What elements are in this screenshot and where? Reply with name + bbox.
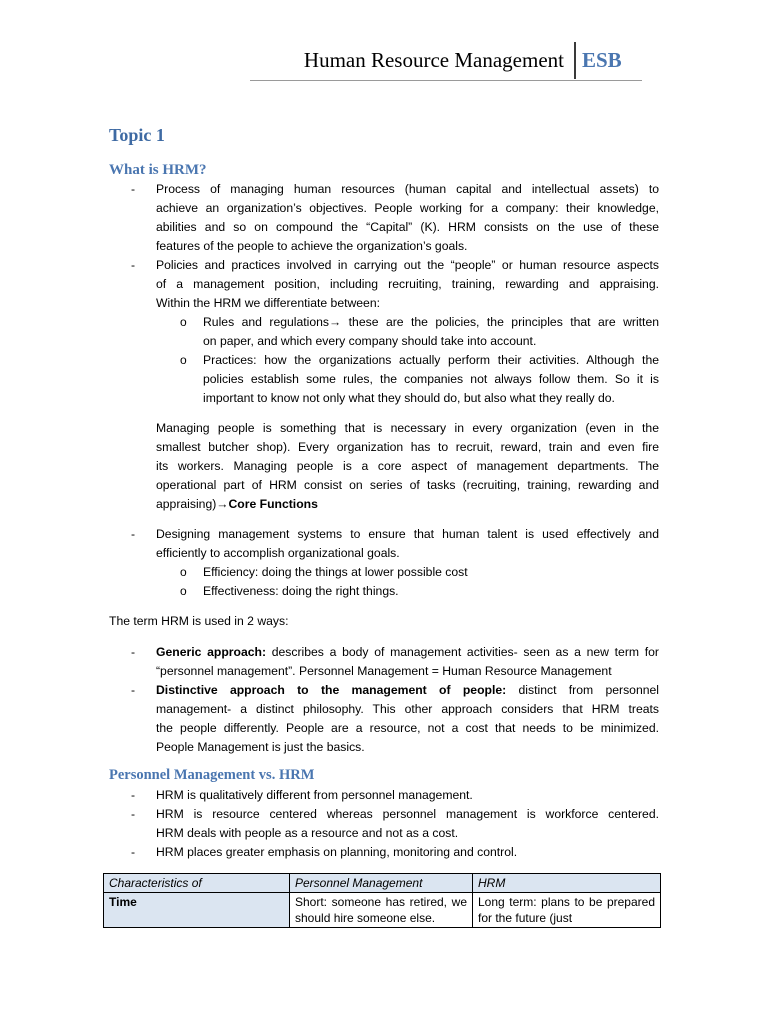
- header-cell-personnel: Personnel Management: [290, 874, 473, 893]
- dash-bullet: -: [131, 645, 136, 659]
- dash-bullet: -: [131, 258, 136, 272]
- text-line: operational part of HRM consist on series of tasks (recruiting, training, rewarding and: [156, 478, 659, 492]
- text-line: of a management position, including recruiting, training, rewarding and appraising.: [156, 277, 659, 291]
- distinctive-approach-label: Distinctive approach to the management of people:: [156, 683, 507, 697]
- cell-hrm-time: Long term: plans to be prepared for the future (just: [473, 893, 661, 928]
- text-line: People Management is just the basics.: [156, 740, 365, 754]
- dash-bullet: -: [131, 683, 136, 697]
- text-line: Process of managing human resources (human capital and intellectual assets) to: [156, 182, 659, 196]
- page-header: [250, 42, 642, 81]
- text-line: policies establish some rules, the companies not always follow them. So it is: [203, 372, 659, 386]
- generic-approach-item: [156, 643, 659, 681]
- dash-bullet: -: [131, 182, 136, 196]
- text-line: [156, 643, 659, 662]
- pm-vs-hrm-heading: Personnel Management vs. HRM: [109, 767, 315, 783]
- efficiency-subitem: Efficiency: doing the things at lower possible cost: [203, 565, 468, 579]
- row-label-time: Time: [104, 893, 290, 928]
- core-functions-label: Core Functions: [228, 497, 318, 511]
- what-is-hrm-heading: What is HRM?: [109, 162, 207, 178]
- generic-approach-label: Generic approach:: [156, 645, 267, 659]
- text-line: [156, 681, 659, 700]
- text-line: important to know not only what they should do, but also what they really do.: [203, 391, 615, 405]
- planning-item: HRM places greater emphasis on planning, monitoring and control.: [156, 845, 518, 859]
- circle-bullet: o: [180, 584, 187, 598]
- header-cell-hrm: HRM: [473, 874, 661, 893]
- circle-bullet: o: [180, 315, 187, 329]
- designing-systems-item: [156, 525, 659, 563]
- dash-bullet: -: [131, 807, 136, 821]
- text-line: the people differently. People are a resource, not a cost that needs to be minimized.: [156, 721, 659, 735]
- text-line: HRM deals with people as a resource and not as a cost.: [156, 826, 459, 840]
- dash-bullet: -: [131, 845, 136, 859]
- text-line: Within the HRM we differentiate between:: [156, 296, 380, 310]
- text-line: Rules and regulations→ these are the policies, the principles that are written: [203, 315, 659, 329]
- text-line: smallest butcher shop). Every organization has to recruit, reward, train and even fire: [156, 440, 659, 454]
- distinctive-approach-item: [156, 681, 659, 757]
- header-title: Human Resource Management: [303, 48, 564, 72]
- effectiveness-subitem: Effectiveness: doing the right things.: [203, 584, 399, 598]
- dash-bullet: -: [131, 788, 136, 802]
- table-header-row: [104, 874, 661, 893]
- header-cell-characteristics: Characteristics of: [104, 874, 290, 893]
- text-line: efficiently to accomplish organizational goals.: [156, 546, 400, 560]
- text-line: management- a distinct philosophy. This other approach considers that HRM treats: [156, 702, 659, 716]
- practices-subitem: [203, 351, 659, 408]
- managing-people-paragraph: [156, 419, 659, 514]
- circle-bullet: o: [180, 565, 187, 579]
- text-line: Designing management systems to ensure that human talent is used effectively and: [156, 527, 659, 541]
- header-brand: ESB: [582, 48, 622, 72]
- text-line: achieve an organization’s objectives. People working for a company: their knowledge,: [156, 201, 659, 215]
- dash-bullet: -: [131, 527, 136, 541]
- resource-centered-item: [156, 805, 659, 843]
- text-line: its workers. Managing people is a core aspect of management departments. The: [156, 459, 659, 473]
- cell-pm-time: Short: someone has retired, we should hire someone else.: [290, 893, 473, 928]
- header-separator: [574, 42, 576, 79]
- text-line: Practices: how the organizations actually perform their activities. Although the: [203, 353, 659, 367]
- text-line: [156, 495, 659, 514]
- text-line: HRM is resource centered whereas personnel management is workforce centered.: [156, 807, 659, 821]
- text-line: on paper, and which every company should take into account.: [203, 334, 537, 348]
- text-line: “personnel management”. Personnel Management = Human Resource Management: [156, 664, 612, 678]
- comparison-table: [103, 873, 661, 928]
- circle-bullet: o: [180, 353, 187, 367]
- table-row: [104, 893, 661, 928]
- generic-approach-text: describes a body of management activities- seen as a new term for: [266, 645, 659, 659]
- topic-heading: Topic 1: [109, 125, 165, 145]
- para-last-text: appraising)→: [156, 497, 229, 511]
- text-line: abilities and so on compound the “Capital” (K). HRM consists on the use of these: [156, 220, 659, 234]
- distinctive-approach-text: distinct from personnel: [506, 683, 659, 697]
- text-line: Managing people is something that is necessary in every organization (even in the: [156, 421, 659, 435]
- rules-subitem: [203, 313, 659, 351]
- hrm-definition-item: [156, 180, 659, 256]
- term-intro: The term HRM is used in 2 ways:: [109, 614, 289, 628]
- policies-item: [156, 256, 659, 313]
- text-line: features of the people to achieve the organization’s goals.: [156, 239, 468, 253]
- text-line: Policies and practices involved in carrying out the “people” or human resource aspects: [156, 258, 659, 272]
- qualitative-item: HRM is qualitatively different from personnel management.: [156, 788, 473, 802]
